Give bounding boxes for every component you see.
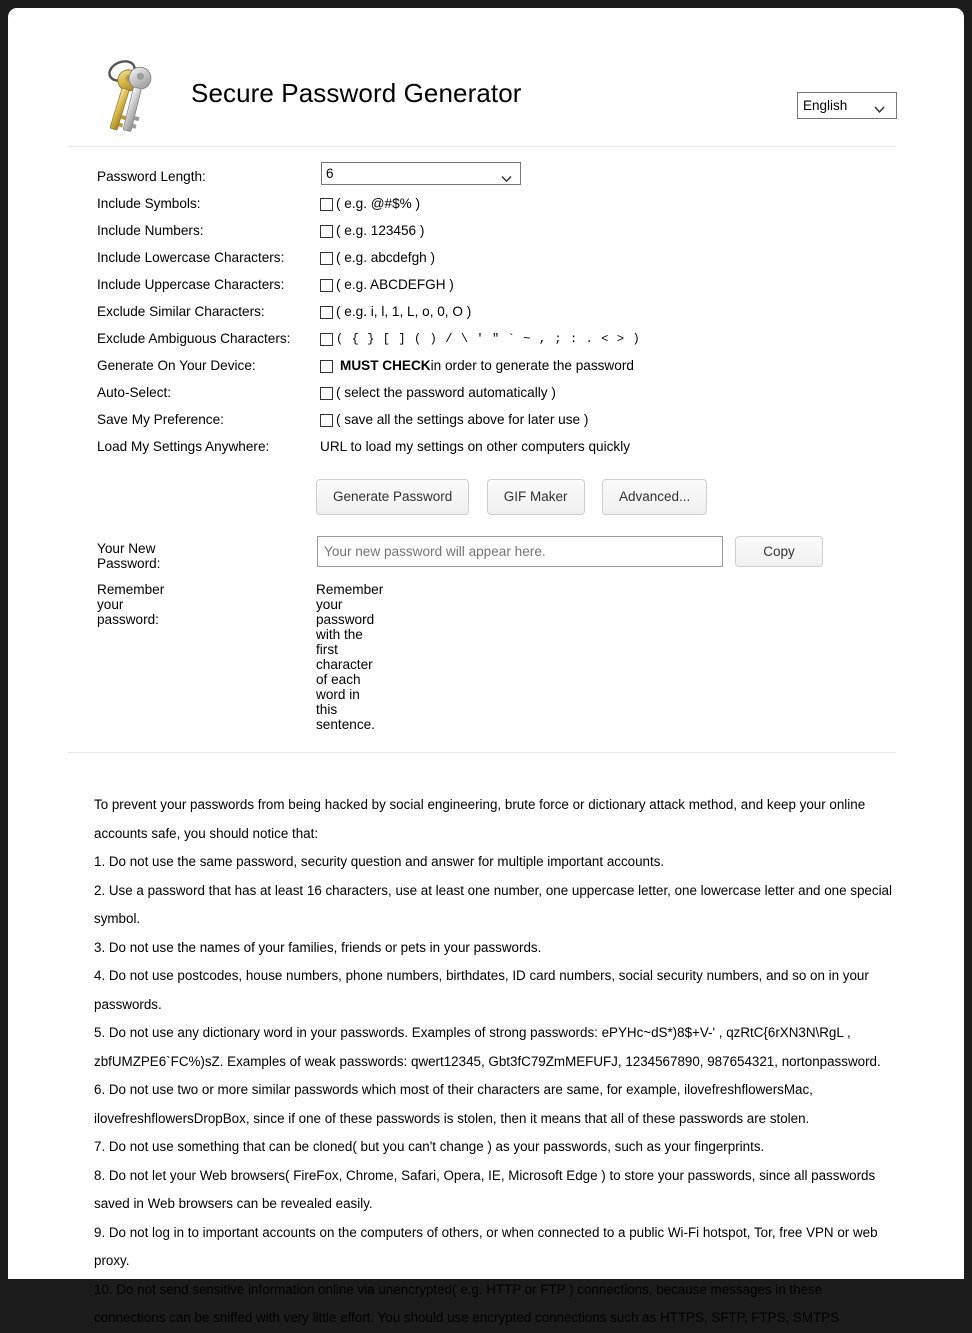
form-row-password-length xyxy=(8,168,964,195)
include-numbers-hint: ( e.g. 123456 ) xyxy=(336,223,425,238)
form-row-exclude-ambiguous xyxy=(8,330,964,357)
form-row-include-numbers xyxy=(8,222,964,249)
tips-intro: To prevent your passwords from being hacked by social engineering, brute force or dictionary attack method, and keep your online accounts safe, you should notice that: xyxy=(94,797,866,841)
gif-maker-button[interactable]: GIF Maker xyxy=(487,479,585,515)
new-password-label: Your New Password: xyxy=(97,541,161,571)
page-body xyxy=(8,8,964,1325)
advanced-button[interactable]: Advanced... xyxy=(602,479,707,515)
form-row-generate-on-device xyxy=(8,357,964,384)
new-password-input[interactable] xyxy=(317,536,723,567)
save-preference-hint: ( save all the settings above for later use ) xyxy=(336,412,589,427)
tip-item: 5. Do not use any dictionary word in your passwords. Examples of strong passwords: ePYHc~dS*)8$+V-' , qzRtC{6rXN3N\RgL , zbfUMZPE6`FC%)sZ. Examples of weak passwords: qwert12345, Gbt3fC79ZmMEFUFJ, 1234567890, 987654321, nortonpassword. xyxy=(94,1025,881,1069)
tip-item: 8. Do not let your Web browsers( FireFox, Chrome, Safari, Opera, IE, Microsoft Edge ) to store your passwords, since all passwords saved in Web browsers can be revealed easily. xyxy=(94,1167,876,1211)
tip-item: 2. Use a password that has at least 16 characters, use at least one number, one uppercase letter, one lowercase letter and one special symbol. xyxy=(94,882,892,926)
copy-button[interactable]: Copy xyxy=(735,536,823,567)
form-row-auto-select xyxy=(8,384,964,411)
exclude-ambiguous-hint: ( { } [ ] ( ) / \ ' " ` ~ , ; : . < > ) xyxy=(336,332,641,346)
keys-icon xyxy=(100,58,162,138)
include-symbols-label: Include Symbols: xyxy=(97,196,201,211)
tips-divider xyxy=(68,752,896,753)
tip-item: 4. Do not use postcodes, house numbers, phone numbers, birthdates, ID card numbers, social security numbers, and so on in your passwords. xyxy=(94,968,869,1012)
form-row-save-preference xyxy=(8,411,964,438)
include-numbers-field xyxy=(320,222,424,240)
include-uppercase-hint: ( e.g. ABCDEFGH ) xyxy=(336,277,454,292)
generate-password-button[interactable]: Generate Password xyxy=(316,479,469,515)
auto-select-checkbox[interactable] xyxy=(320,387,333,400)
include-uppercase-label: Include Uppercase Characters: xyxy=(97,277,285,292)
auto-select-field xyxy=(320,384,556,402)
exclude-similar-hint: ( e.g. i, l, 1, L, o, 0, O ) xyxy=(336,304,472,319)
auto-select-hint: ( select the password automatically ) xyxy=(336,385,556,400)
exclude-similar-field xyxy=(320,303,471,321)
include-numbers-label: Include Numbers: xyxy=(97,223,204,238)
include-lowercase-label: Include Lowercase Characters: xyxy=(97,250,285,265)
tip-item: 9. Do not log in to important accounts on the computers of others, or when connected to a public Wi-Fi hotspot, Tor, free VPN or web proxy. xyxy=(94,1224,878,1268)
include-lowercase-checkbox[interactable] xyxy=(320,252,333,265)
page-header xyxy=(8,8,964,136)
tip-item: 10. Do not send sensitive information online via unencrypted( e.g. HTTP or FTP ) connections, because messages in these connections can be sniffed with very little effort. You should use encrypted connections such as HTTPS, SFTP, FTPS, SMTPS xyxy=(94,1281,840,1325)
remember-password-value: Remember your password with the first character of each word in this sentence. xyxy=(316,582,384,732)
include-uppercase-checkbox[interactable] xyxy=(320,279,333,292)
form-row-load-settings xyxy=(8,438,964,465)
must-check-emphasis: MUST CHECK xyxy=(340,358,431,373)
generate-on-device-hint: in order to generate the password xyxy=(430,358,634,373)
password-length-select[interactable] xyxy=(321,162,521,185)
form-row-include-uppercase xyxy=(8,276,964,303)
generate-on-device-checkbox[interactable] xyxy=(320,360,333,373)
tip-item: 3. Do not use the names of your families, friends or pets in your passwords. xyxy=(94,939,542,955)
tip-item: 1. Do not use the same password, security question and answer for multiple important accounts. xyxy=(94,854,665,869)
include-numbers-checkbox[interactable] xyxy=(320,225,333,238)
password-length-label: Password Length: xyxy=(97,169,206,184)
generate-on-device-field xyxy=(320,357,634,375)
load-settings-label: Load My Settings Anywhere: xyxy=(97,439,270,454)
exclude-ambiguous-label: Exclude Ambiguous Characters: xyxy=(97,331,291,346)
exclude-similar-checkbox[interactable] xyxy=(320,306,333,319)
include-lowercase-field xyxy=(320,249,435,267)
exclude-ambiguous-checkbox[interactable] xyxy=(320,333,333,346)
load-settings-value: URL to load my settings on other computers quickly xyxy=(320,439,631,454)
save-preference-label: Save My Preference: xyxy=(97,412,224,427)
generator-form xyxy=(8,168,964,465)
save-preference-checkbox[interactable] xyxy=(320,414,333,427)
include-symbols-field xyxy=(320,195,420,213)
save-preference-field xyxy=(320,411,588,429)
include-lowercase-hint: ( e.g. abcdefgh ) xyxy=(336,250,435,265)
tip-item: 6. Do not use two or more similar passwords which most of their characters are same, for example, ilovefreshflowersMac, ilovefreshflowersDropBox, since if one of these passwords is stolen, then it means that all of these passwords are stolen. xyxy=(94,1082,813,1126)
language-select[interactable] xyxy=(797,92,897,119)
form-row-exclude-similar xyxy=(8,303,964,330)
form-row-include-lowercase xyxy=(8,249,964,276)
include-symbols-hint: ( e.g. @#$% ) xyxy=(336,196,421,211)
include-symbols-checkbox[interactable] xyxy=(320,198,333,211)
security-tips-section xyxy=(94,791,894,1333)
action-button-row xyxy=(316,479,720,515)
tip-item: 7. Do not use something that can be cloned( but you can't change ) as your passwords, such as your fingerprints. xyxy=(94,1139,765,1154)
auto-select-label: Auto-Select: xyxy=(97,385,172,400)
exclude-ambiguous-field xyxy=(320,330,640,348)
exclude-similar-label: Exclude Similar Characters: xyxy=(97,304,265,319)
form-row-include-symbols xyxy=(8,195,964,222)
generate-on-device-label: Generate On Your Device: xyxy=(97,358,256,373)
remember-password-label: Remember your password: xyxy=(97,582,165,627)
include-uppercase-field xyxy=(320,276,454,294)
page-title: Secure Password Generator xyxy=(191,78,522,108)
header-divider xyxy=(68,146,896,147)
